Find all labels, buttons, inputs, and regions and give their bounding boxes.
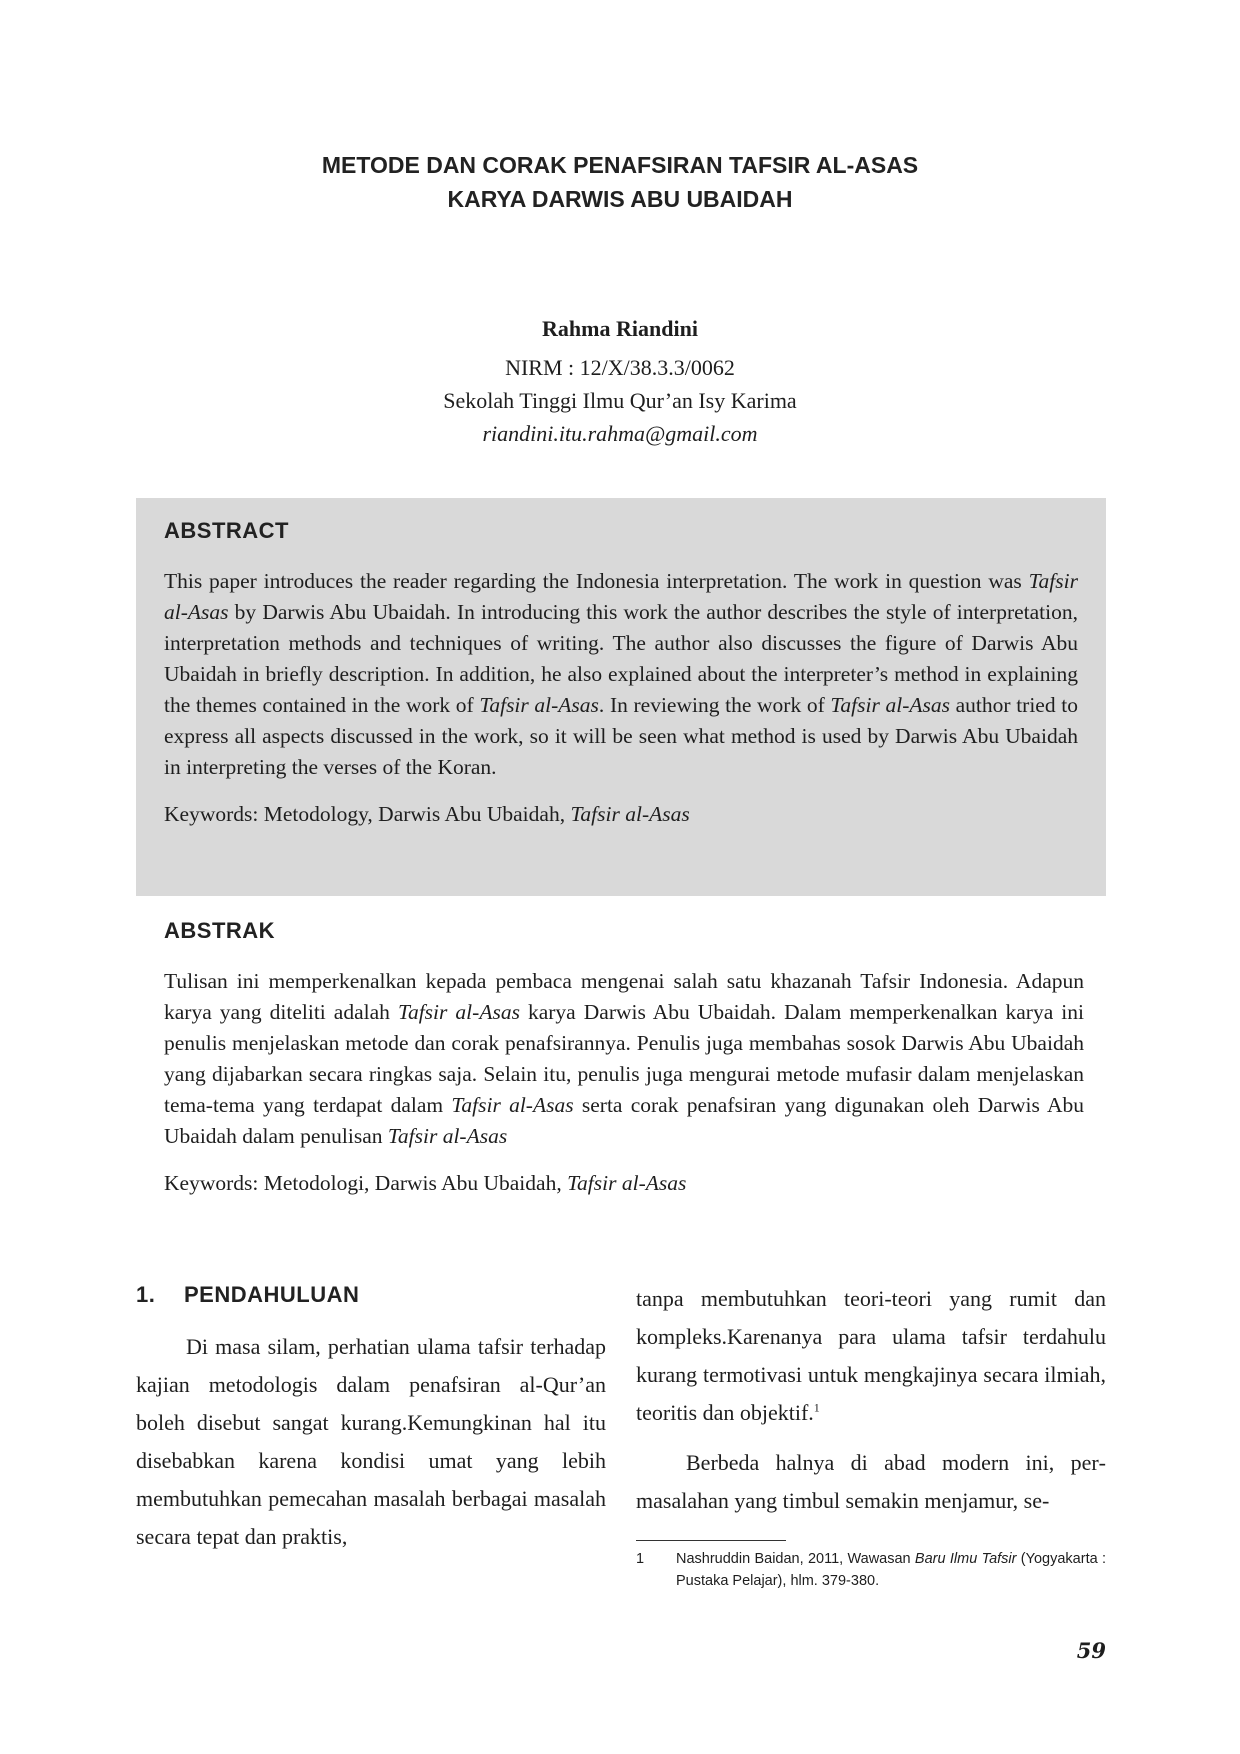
- abstrak-keywords: Keywords: Metodologi, Darwis Abu Ubaidah, Tafsir al-Asas: [164, 1171, 687, 1195]
- section-title: PENDAHULUAN: [184, 1282, 360, 1307]
- author-institution: Sekolah Tinggi Ilmu Qur’an Isy Karima: [443, 388, 797, 413]
- author-nirm: NIRM : 12/X/38.3.3/0062: [505, 355, 735, 380]
- section-heading: [136, 1282, 606, 1308]
- footnote-number: 1: [636, 1551, 645, 1567]
- abstrak-section: [164, 918, 1084, 1199]
- body-paragraph-2: Berbeda halnya di abad modern ini, permasalahan yang timbul semakin menjamur, se-: [636, 1450, 1106, 1513]
- page-number: 59: [1076, 1638, 1106, 1663]
- abstract-box: [136, 498, 1106, 896]
- abstrak-heading: ABSTRAK: [164, 918, 276, 943]
- abstract-keywords: Keywords: Metodology, Darwis Abu Ubaidah, Tafsir al-Asas: [164, 802, 690, 826]
- abstrak-text: Tulisan ini memperkenalkan kepada pembaca mengenai salah satu khazanah Tafsir Indonesia. Adapun karya yang diteliti adalah Tafsir al-Asas karya Darwis Abu Ubaidah. Dalam memperkenalkan karya ini penulis menjelaskan metode dan corak penafsirannya. Penulis juga membahas sosok Darwis Abu Ubaidah yang dijabarkan secara ringkas saja. Selain itu, penulis juga mengurai metode mufasir dalam menjelaskan tema-tema yang terdapat dalam Tafsir al-Asas serta corak penafsiran yang digunakan oleh Darwis Abu Ubaidah dalam penulisan Tafsir al-Asas: [164, 969, 1084, 1148]
- title-line-2: KARYA DARWIS ABU UBAIDAH: [447, 186, 793, 212]
- body-paragraph-1-continued: tanpa membutuhkan teori-teori yang rumit dan kompleks.Karenanya para ulama tafsir terdahulu kurang termotivasi untuk mengkajinya secara ilmiah, teoritis dan objektif.$^1$: [636, 1286, 1106, 1425]
- right-column: [636, 1280, 1106, 1520]
- left-column: [136, 1282, 606, 1556]
- abstract-heading: ABSTRACT: [164, 518, 289, 543]
- body-paragraph-1: Di masa silam, perhatian ulama tafsir terhadap kajian metodologis dalam penafsiran al-Qur’an boleh disebut sangat kurang.Kemungkinan hal itu disebabkan karena kondisi umat yang lebih membutuhkan pemecahan masalah berbagai masalah secara tepat dan praktis,: [136, 1334, 606, 1549]
- author-email[interactable]: riandini.itu.rahma@gmail.com: [482, 421, 758, 446]
- footnote-text: Nashruddin Baidan, 2011, Wawasan Baru Ilmu Tafsir (Yogyakarta : Pustaka Pelajar), hlm. 379-380.: [676, 1551, 1106, 1589]
- abstract-text: This paper introduces the reader regarding the Indonesia interpretation. The work in question was Tafsir al-Asas by Darwis Abu Ubaidah. In introducing this work the author describes the style of interpretation, interpretation methods and techniques of writing. The author also discusses the figure of Darwis Abu Ubaidah in briefly description. In addition, he also explained about the interpreter’s method in explaining the themes contained in the work of Tafsir al-Asas. In reviewing the work of Tafsir al-Asas author tried to express all aspects discussed in the work, so it will be seen what method is used by Darwis Abu Ubaidah in interpreting the verses of the Koran.: [164, 569, 1078, 779]
- author-block: [0, 312, 1240, 450]
- title-line-1: METODE DAN CORAK PENAFSIRAN TAFSIR AL-ASAS: [321, 152, 919, 178]
- footnote-divider: [636, 1540, 786, 1541]
- footnote-marker[interactable]: 1: [813, 1400, 820, 1415]
- section-number: 1.: [136, 1282, 156, 1307]
- footnote: [636, 1548, 1106, 1592]
- author-name: Rahma Riandini: [542, 316, 698, 341]
- paper-title: [0, 148, 1240, 216]
